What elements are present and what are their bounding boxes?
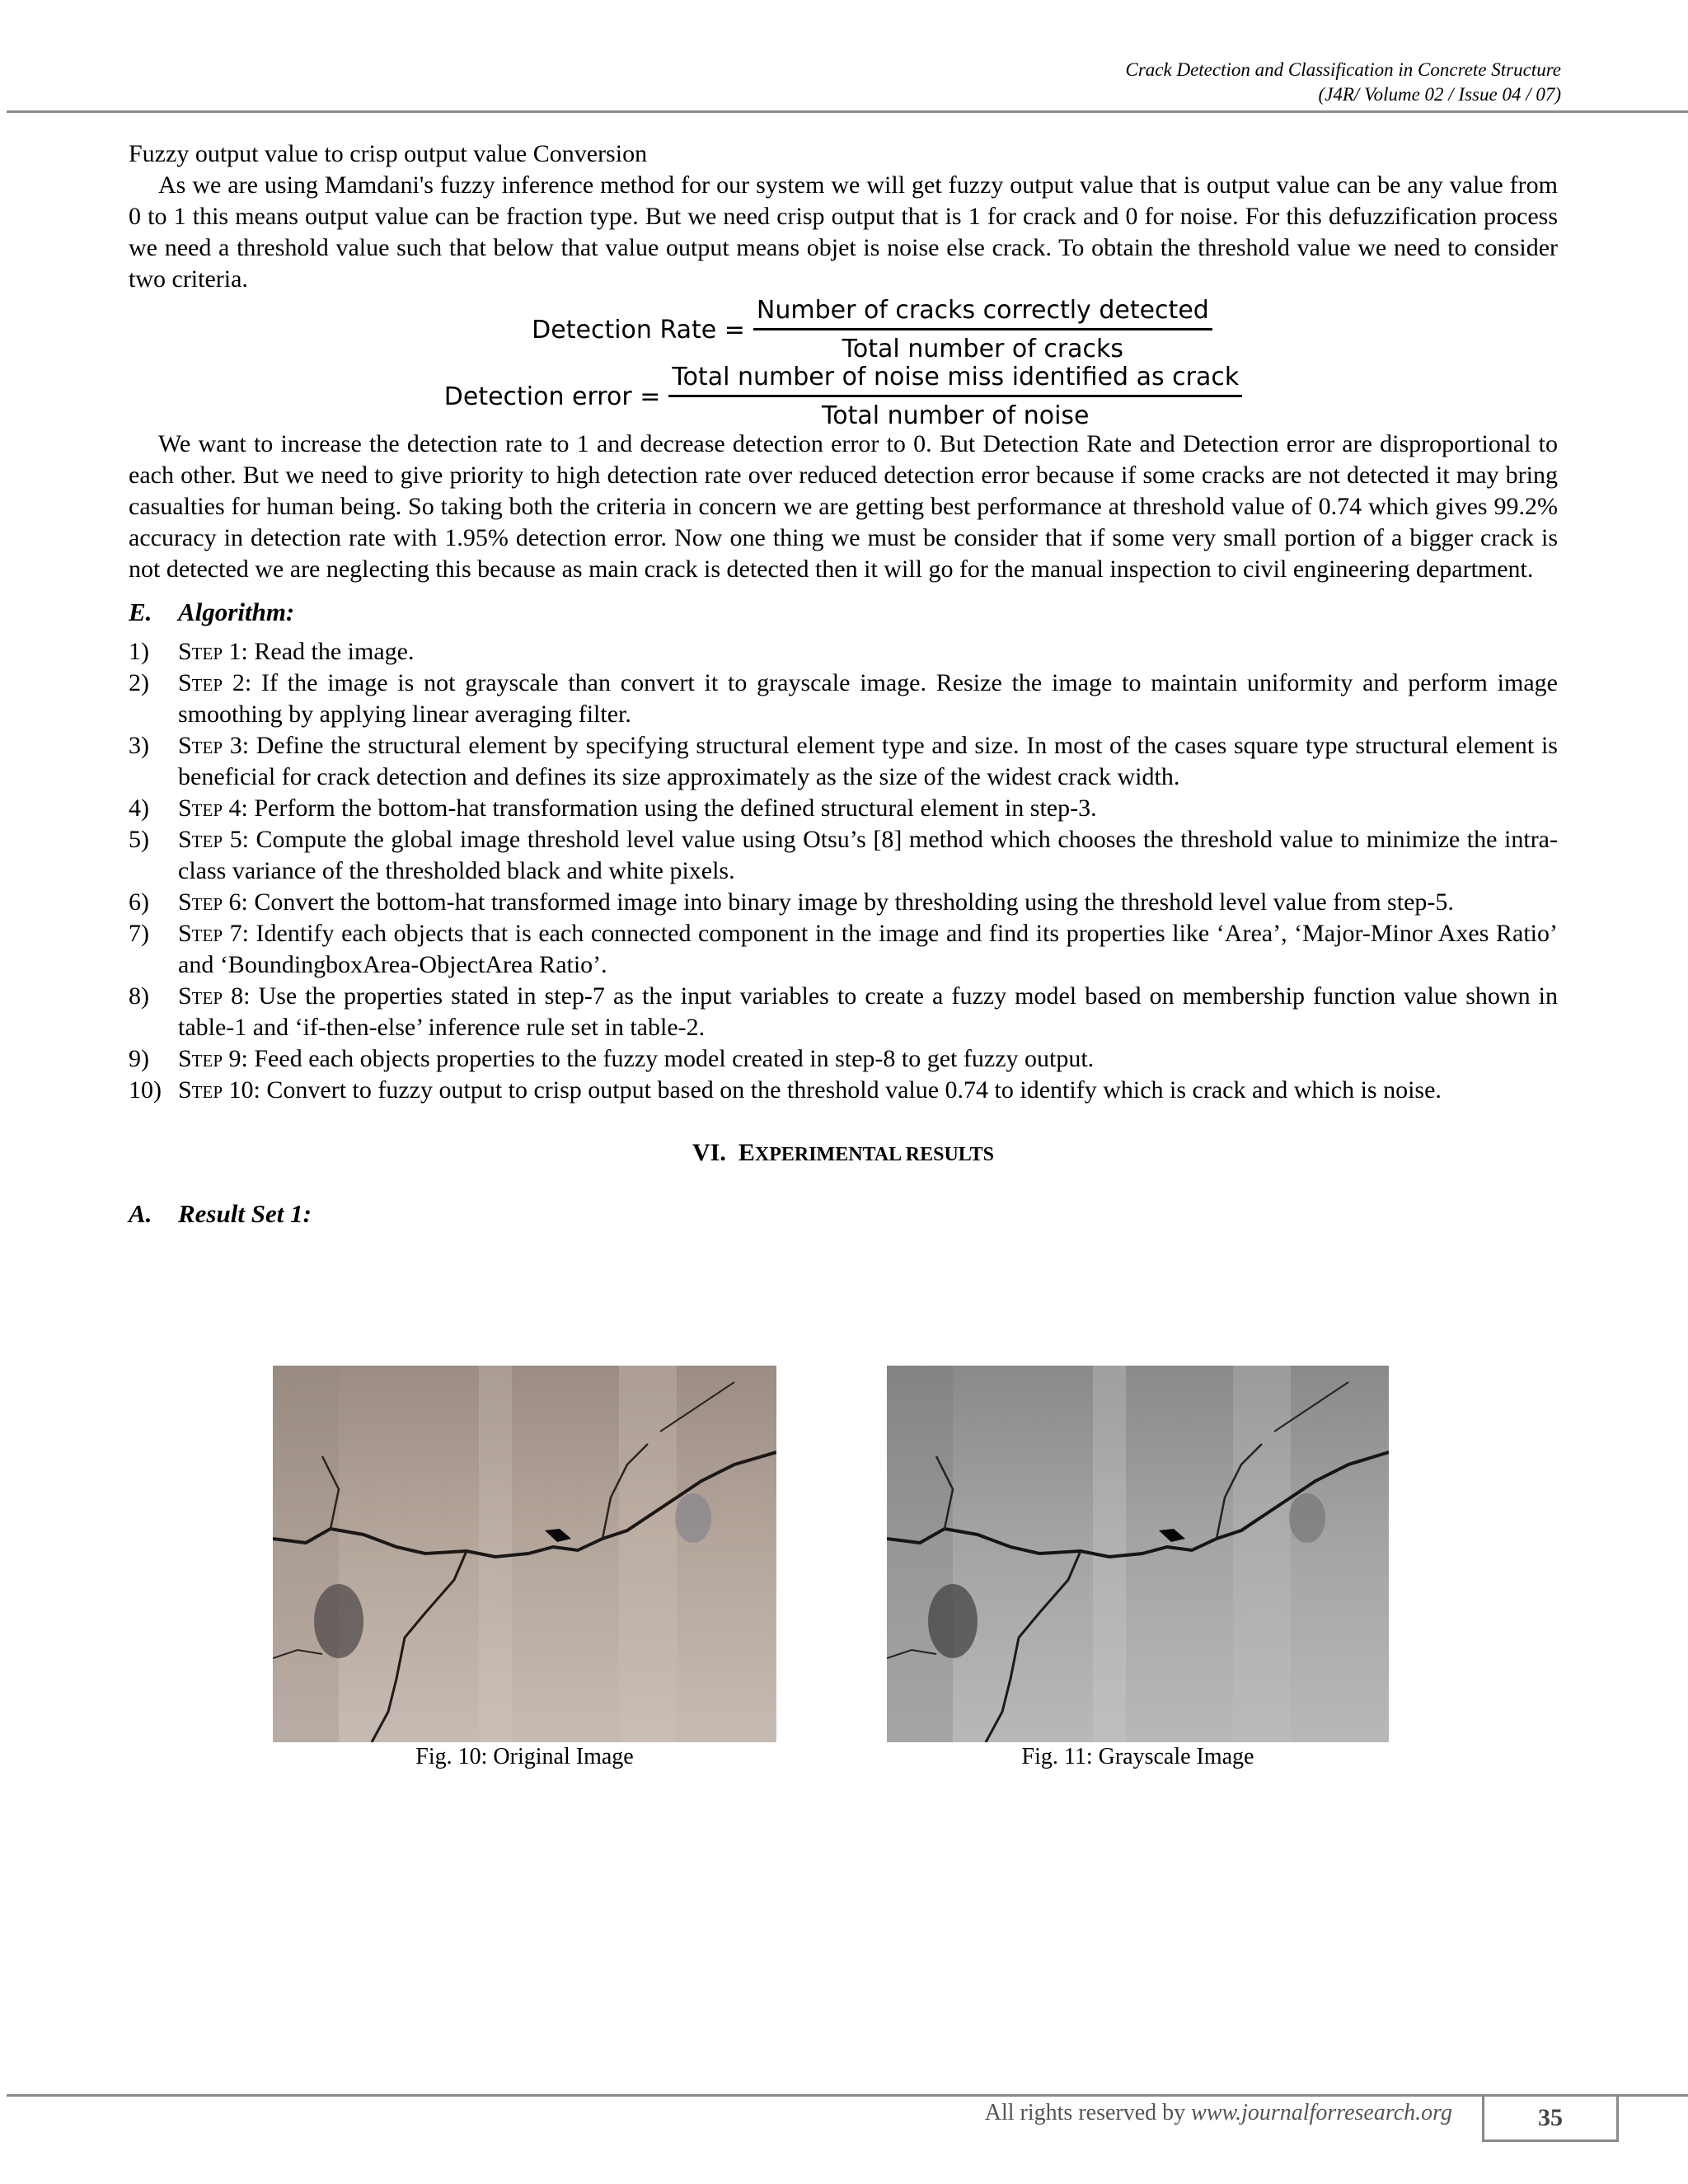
algorithm-steps (129, 636, 1558, 1106)
step-text: Step 8: Use the properties stated in step-7 as the input variables to create a fuzzy model based on membership function value shown in table-1 and ‘if-then-else’ inference rule set in table-2. (178, 982, 1559, 1041)
formula-denominator: Total number of noise (822, 401, 1090, 430)
step-text: Step 6: Convert the bottom-hat transformed image into binary image by thresholding using the threshold level value from step-5. (178, 888, 1454, 916)
formula-fraction (753, 298, 1212, 362)
detection-rate-formula (186, 298, 1558, 362)
running-header (1126, 58, 1562, 107)
formula-lhs: Detection Rate = (532, 315, 745, 344)
formula-numerator: Number of cracks correctly detected (753, 298, 1212, 330)
algorithm-heading (129, 597, 1558, 628)
result-set-title: Result Set 1: (178, 1199, 312, 1228)
step-text: Step 2: If the image is not grayscale than convert it to grayscale image. Resize the image to maintain uniformity and perform image smoothing by applying linear averaging filter. (178, 669, 1558, 728)
detection-error-formula (129, 365, 1558, 429)
list-item (129, 918, 1558, 981)
step-number: 10) (129, 1076, 162, 1104)
header-title: Crack Detection and Classification in Concrete Structure (1125, 59, 1561, 80)
page-body (129, 138, 1558, 1238)
step-text: Step 9: Feed each objects properties to the fuzzy model created in step-8 to get fuzzy output. (178, 1045, 1095, 1072)
header-rule (7, 110, 1688, 113)
list-item (129, 668, 1558, 730)
step-text: Step 7: Identify each objects that is each connected component in the image and find its properties like ‘Area’, ‘Major-Minor Axes Ratio’ and ‘BoundingboxArea-ObjectArea Ratio’. (178, 920, 1558, 978)
step-text: Step 1: Read the image. (178, 638, 415, 665)
page-number: 35 (1482, 2094, 1619, 2142)
formula-fraction (668, 365, 1242, 429)
step-text: Step 4: Perform the bottom-hat transformation using the defined structural element in step-3. (178, 794, 1097, 822)
result-set-label: A. (129, 1199, 152, 1228)
formula-denominator: Total number of cracks (842, 335, 1124, 363)
step-number: 5) (129, 826, 149, 853)
list-item (129, 793, 1558, 824)
step-number: 4) (129, 794, 149, 822)
step-text: Step 10: Convert to fuzzy output to crisp output based on the threshold value 0.74 to identify which is crack and which is noise. (178, 1076, 1442, 1104)
conversion-heading: Fuzzy output value to crisp output value Conversion (129, 140, 648, 167)
grayscale-crack-image (887, 1366, 1389, 1742)
journal-link[interactable]: www.journalforresearch.org (1191, 2100, 1452, 2125)
algorithm-label: E. (129, 598, 152, 626)
algorithm-title: Algorithm: (178, 598, 295, 626)
original-crack-image (273, 1366, 776, 1742)
list-item (129, 887, 1558, 918)
header-volume: (J4R/ Volume 02 / Issue 04 / 07) (1318, 84, 1561, 105)
list-item (129, 981, 1558, 1043)
section-heading-experimental-results: VI. EXPERIMENTAL RESULTS (692, 1139, 994, 1166)
figure-11-caption: Fig. 11: Grayscale Image (1021, 1744, 1254, 1769)
list-item (129, 1043, 1558, 1075)
step-number: 2) (129, 669, 149, 696)
list-item (129, 1075, 1558, 1106)
copyright-line: All rights reserved by www.journalforresearch.org (984, 2100, 1452, 2125)
formula-lhs: Detection error = (443, 382, 661, 411)
list-item (129, 636, 1558, 668)
footer-rule-tail (1614, 2094, 1688, 2097)
formula-numerator: Total number of noise miss identified as crack (668, 365, 1242, 397)
step-number: 3) (129, 732, 149, 759)
conversion-paragraph-1: As we are using Mamdani's fuzzy inference method for our system we will get fuzzy output value that is output value can be any value from 0 to 1 this means output value can be fraction type. But we need crisp output that is 1 for crack and 0 for noise. For this defuzzification process we need a threshold value such that below that value output means objet is noise else crack. To obtain the threshold value we need to consider two criteria. (129, 171, 1558, 293)
footer-rule (7, 2094, 1482, 2097)
step-number: 6) (129, 888, 149, 916)
step-number: 9) (129, 1045, 149, 1072)
conversion-paragraph-2: We want to increase the detection rate to 1 and decrease detection error to 0. But Detection Rate and Detection error are disproportional to each other. But we need to give priority to high detection rate over reduced detection error because if some cracks are not detected it may bring casualties for human being. So taking both the criteria in concern we are getting best performance at threshold value of 0.74 which gives 99.2% accuracy in detection rate with 1.95% detection error. Now one thing we must be consider that if some very small portion of a bigger crack is not detected we are neglecting this because as main crack is detected then it will go for the manual inspection to civil engineering department. (129, 430, 1558, 583)
list-item (129, 730, 1558, 793)
list-item (129, 824, 1558, 887)
figure-10-caption: Fig. 10: Original Image (415, 1744, 634, 1769)
step-number: 7) (129, 920, 149, 947)
section-number: VI. (692, 1139, 726, 1166)
step-number: 1) (129, 638, 149, 665)
step-number: 8) (129, 982, 149, 1010)
result-set-heading (129, 1198, 1558, 1230)
step-text: Step 3: Define the structural element by specifying structural element type and size. In most of the cases square type structural element is beneficial for crack detection and defines its size approximately as the size of the widest crack width. (178, 732, 1558, 790)
step-text: Step 5: Compute the global image threshold level value using Otsu’s [8] method which chooses the threshold value to minimize the intra-class variance of the thresholded black and white pixels. (178, 826, 1558, 884)
